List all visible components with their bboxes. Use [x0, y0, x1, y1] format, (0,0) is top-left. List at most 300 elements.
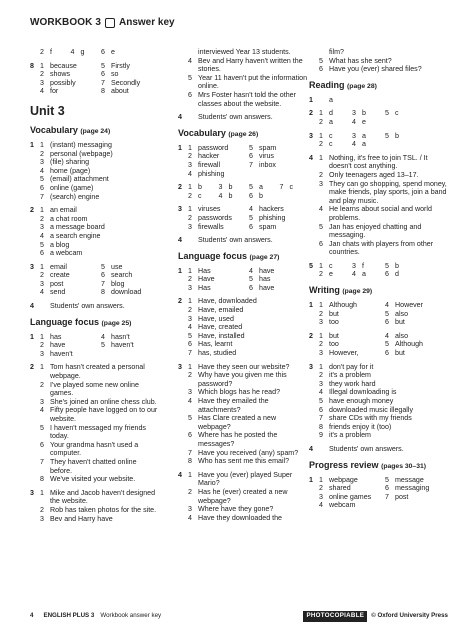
answer-item — [385, 476, 449, 485]
answer-item — [40, 158, 160, 167]
answer-number: 2 — [40, 271, 44, 280]
exercise — [178, 471, 308, 523]
exercise — [178, 297, 308, 357]
answer-text: She's joined an online chess club. — [50, 397, 157, 406]
answer-item — [319, 431, 449, 440]
answer-number: 7 — [40, 457, 44, 466]
answer-item — [188, 431, 308, 448]
answer-number — [418, 140, 428, 149]
answer-text — [428, 140, 449, 149]
answer-item — [319, 301, 383, 310]
answer-number: 8 — [40, 475, 44, 484]
answer-item — [249, 161, 308, 170]
answer-number: 3 — [352, 109, 356, 118]
exercise-items — [40, 333, 160, 359]
answer-text: a webcam — [50, 249, 83, 258]
answer-text: messaging — [395, 484, 430, 493]
answer-item — [418, 132, 449, 141]
answer-text — [428, 109, 449, 118]
answer-text: too — [329, 318, 339, 327]
answer-text: (instant) messaging — [50, 140, 112, 149]
answer-item — [319, 318, 383, 327]
answer-item — [319, 349, 383, 358]
answer-item — [418, 270, 449, 279]
section-page: (page 28) — [347, 82, 377, 90]
answer-text: because — [50, 61, 77, 70]
answer-text: post — [395, 492, 409, 501]
answer-text: Where has he posted the messages? — [198, 431, 278, 448]
answer-number: 6 — [188, 340, 192, 349]
answer-item — [385, 349, 449, 358]
answer-item — [319, 180, 449, 206]
answer-item — [319, 501, 383, 510]
answer-item — [188, 192, 217, 201]
answer-item — [319, 240, 449, 257]
answer-text: We've visited your website. — [50, 475, 136, 484]
exercise-items — [40, 206, 160, 258]
answer-number: 5 — [40, 423, 44, 432]
answer-item — [188, 297, 308, 306]
answer-number: 1 — [188, 362, 192, 371]
answer-text: also — [395, 331, 409, 340]
answer-text: friends enjoy it (too) — [329, 422, 392, 431]
answer-item — [319, 96, 449, 105]
answer-number: 8 — [101, 87, 105, 96]
exercise-number: 1 — [178, 266, 182, 275]
answer-number: 2 — [319, 270, 323, 279]
answer-item — [418, 262, 449, 271]
answer-item — [188, 205, 247, 214]
answer-item — [319, 48, 449, 57]
exercise-items — [188, 297, 308, 357]
column-1 — [30, 48, 160, 528]
exercise-number: 4 — [309, 153, 313, 162]
answer-number: 3 — [40, 158, 44, 167]
answer-item — [40, 363, 160, 380]
answer-text: Mike and Jacob haven't designed the website. — [50, 488, 156, 506]
answer-number: 5 — [319, 222, 323, 231]
answer-text: c — [329, 131, 333, 140]
answer-number: 4 — [352, 117, 356, 126]
answer-text: hasn't — [111, 332, 130, 341]
answer-item — [249, 205, 308, 214]
section-page: (page 27) — [249, 253, 280, 261]
exercise-number: 1 — [309, 95, 313, 104]
answer-item — [188, 214, 247, 223]
answer-number: 5 — [319, 56, 323, 65]
answer-text: Why have you given me this password? — [198, 371, 287, 388]
answer-text: so — [111, 70, 119, 79]
answer-text: a — [329, 117, 333, 126]
answer-text: Have they downloaded the — [198, 513, 283, 522]
answer-text: have — [50, 341, 66, 350]
exercise-number — [178, 48, 188, 108]
answer-text: Year 11 haven't put the information online. — [198, 73, 308, 91]
answer-text: Bev and Harry haven't written the stories. — [198, 56, 303, 74]
exercise-number: 8 — [30, 61, 34, 70]
exercise-items — [188, 205, 308, 231]
answer-text: a — [362, 270, 366, 279]
answer-text — [428, 118, 449, 127]
exercise — [30, 62, 160, 96]
exercise-number: 4 — [178, 236, 182, 245]
answer-item — [188, 414, 308, 431]
answer-number: 7 — [188, 349, 192, 358]
answer-number: 4 — [40, 288, 44, 297]
answer-text: Tom hasn't created a personal webpage. — [50, 363, 145, 381]
answer-item — [188, 267, 247, 276]
answer-text: haven't — [111, 341, 134, 350]
answer-item — [188, 152, 247, 161]
answer-text: but — [395, 318, 405, 327]
answer-item — [249, 275, 308, 284]
answer-text: Nothing, it's free to join TSL. / It doesn't cost anything. — [329, 153, 428, 171]
exercise-number — [309, 48, 319, 74]
answer-text — [111, 350, 160, 359]
answer-item — [40, 70, 99, 79]
section-title: Vocabulary — [30, 124, 78, 135]
exercise-number: 3 — [30, 262, 34, 271]
answer-text: an email — [50, 206, 77, 215]
answer-item — [101, 48, 130, 57]
answer-item — [188, 306, 308, 315]
exercise — [178, 113, 308, 122]
answer-text: hacker — [198, 152, 220, 161]
answer-text: Has he (ever) created a new webpage? — [198, 487, 288, 505]
answer-item — [188, 315, 308, 324]
answer-item — [319, 332, 383, 341]
answer-text: I've played some new online games. — [50, 380, 139, 398]
answer-number: 6 — [40, 249, 44, 258]
page-number: 4 — [30, 612, 34, 619]
answer-number: 6 — [385, 318, 389, 327]
answer-text: c — [395, 109, 399, 118]
answer-text: for — [50, 87, 59, 96]
answer-number: 5 — [385, 261, 389, 270]
answer-item — [40, 515, 160, 524]
answer-text: have — [259, 266, 275, 275]
exercise-items — [188, 267, 308, 293]
answer-number: 5 — [385, 131, 389, 140]
answer-item — [40, 271, 99, 280]
answer-number: 6 — [101, 48, 105, 56]
answer-number: 1 — [188, 183, 192, 192]
exercise-number: 2 — [178, 183, 182, 192]
answer-item — [319, 406, 449, 415]
answer-text: haven't — [50, 349, 73, 358]
answer-item — [385, 493, 449, 502]
answer-text: but — [329, 309, 339, 318]
answer-text: What has she sent? — [329, 56, 392, 65]
answer-text: downloaded music illegally — [329, 405, 413, 414]
answer-number: 3 — [352, 131, 356, 140]
answer-text: I haven't messaged my friends today. — [50, 423, 146, 441]
answer-number: 6 — [188, 90, 192, 99]
exercise — [30, 141, 160, 201]
answer-number: 2 — [319, 371, 323, 380]
answer-number: 1 — [188, 297, 192, 306]
answer-item — [188, 449, 308, 458]
answer-item — [188, 113, 308, 122]
answer-item — [40, 489, 160, 506]
answer-number: 3 — [352, 261, 356, 270]
answer-number: 3 — [218, 183, 223, 192]
answer-item — [319, 340, 383, 349]
answer-number: 3 — [188, 388, 192, 397]
answer-text: Have, emailed — [198, 306, 244, 315]
answer-item — [188, 91, 308, 108]
answer-item — [319, 380, 449, 389]
answer-text: use — [111, 262, 123, 271]
answer-item — [101, 70, 160, 79]
answer-text: online games — [329, 492, 372, 501]
answer-item — [249, 144, 308, 153]
section-heading — [309, 80, 449, 92]
answer-number — [418, 262, 428, 271]
section-title: Writing — [309, 285, 340, 296]
answer-number: 4 — [188, 169, 192, 178]
answer-item — [385, 109, 416, 118]
answer-item — [40, 475, 160, 484]
exercise-number: 1 — [30, 140, 34, 149]
answer-text: (search) engine — [50, 192, 100, 201]
answer-item — [319, 388, 449, 397]
answer-item — [319, 445, 449, 454]
answer-number: 5 — [385, 109, 389, 118]
answer-number — [249, 170, 259, 179]
exercise — [309, 363, 449, 440]
answer-number: 5 — [319, 397, 323, 405]
exercise-items — [319, 262, 449, 279]
answer-item — [40, 288, 99, 297]
exercise-items — [40, 263, 160, 297]
answer-text: e — [329, 270, 333, 279]
exercise-number: 4 — [309, 444, 313, 453]
exercise — [178, 205, 308, 231]
exercise-items — [319, 109, 449, 126]
exercise-number: 2 — [309, 109, 313, 118]
answer-item — [40, 175, 160, 184]
answer-number: 5 — [385, 309, 389, 318]
answer-item — [40, 341, 99, 350]
exercise — [30, 333, 160, 359]
answer-item — [319, 140, 350, 149]
answer-text: a blog — [50, 240, 70, 249]
answer-text: Although — [329, 301, 358, 310]
exercise-items — [40, 363, 160, 483]
answer-number: 2 — [40, 70, 44, 79]
answer-item — [319, 423, 449, 432]
answer-text: Have they emailed the attachments? — [198, 397, 269, 414]
exercise-number: 3 — [178, 362, 182, 371]
answer-item — [40, 87, 99, 96]
answer-text: Has Clare created a new webpage? — [198, 414, 277, 431]
answer-number: 6 — [40, 183, 44, 192]
answer-item — [249, 223, 308, 232]
answer-number — [319, 96, 329, 105]
answer-text: Jan has enjoyed chatting and messaging. — [329, 222, 422, 240]
answer-item — [385, 140, 416, 149]
answer-number: 7 — [249, 160, 253, 169]
answer-item — [319, 57, 449, 66]
answer-text: firewalls — [198, 222, 224, 231]
answer-number: 4 — [40, 406, 44, 415]
answer-text: Rob has taken photos for the site. — [50, 505, 157, 514]
answer-text: f — [50, 48, 52, 56]
section-title: Language focus — [178, 250, 248, 261]
answer-text: Have, downloaded — [198, 297, 257, 306]
answer-item — [40, 249, 160, 258]
answer-number: 1 — [319, 261, 323, 270]
answer-text: hackers — [259, 205, 284, 214]
answer-item — [101, 263, 160, 272]
answer-text: share CDs with my friends — [329, 414, 412, 423]
answer-text — [428, 270, 449, 279]
answer-number: 6 — [385, 349, 389, 358]
answer-text: phishing — [259, 213, 286, 222]
answer-text: Have — [198, 275, 215, 284]
exercise-number: 1 — [309, 475, 313, 484]
exercise-items — [319, 154, 449, 257]
answer-number: 3 — [319, 379, 323, 388]
answer-text: a — [362, 140, 366, 149]
answer-number: 4 — [188, 513, 192, 522]
answer-item — [40, 506, 160, 515]
answer-number: 4 — [188, 323, 192, 332]
answer-number — [385, 118, 395, 127]
answer-item — [385, 270, 416, 279]
exercise-items — [188, 48, 308, 108]
answer-number: 6 — [249, 191, 253, 200]
answer-item — [352, 132, 383, 141]
answer-text: it's a problem — [329, 431, 371, 440]
answer-item — [101, 350, 160, 359]
answer-text: they work hard — [329, 379, 376, 388]
answer-text: post — [50, 279, 64, 288]
answer-number — [418, 118, 428, 127]
answer-number: 4 — [385, 301, 389, 310]
answer-item — [188, 284, 247, 293]
exercise-items — [319, 96, 449, 105]
answer-item — [101, 341, 160, 350]
answer-text: c — [329, 140, 333, 149]
answer-item — [101, 271, 160, 280]
answer-item — [319, 414, 449, 423]
answer-text: Secondly — [111, 78, 141, 87]
answer-item — [418, 118, 449, 127]
exercise-number: 4 — [178, 470, 182, 479]
answer-text: Students' own answers. — [198, 113, 273, 122]
answer-item — [385, 484, 449, 493]
answer-number: 6 — [101, 271, 105, 280]
answer-item — [188, 514, 308, 523]
answer-text: However, — [329, 349, 359, 358]
section-heading — [30, 125, 160, 137]
exercise — [30, 48, 160, 57]
answer-item — [385, 340, 449, 349]
answer-item — [319, 171, 449, 180]
answer-item — [188, 471, 308, 488]
answer-number — [418, 132, 428, 141]
answer-item — [188, 397, 308, 414]
answer-text: online (game) — [50, 183, 94, 192]
answer-item — [188, 74, 308, 91]
answer-number: 5 — [188, 73, 192, 82]
exercise-number: 3 — [178, 205, 182, 214]
answer-item — [40, 350, 99, 359]
answer-item — [385, 318, 449, 327]
answer-text: Has — [198, 266, 211, 275]
answer-number: 4 — [218, 191, 223, 200]
answer-number: 1 — [319, 131, 323, 140]
answer-number: 1 — [40, 488, 44, 497]
answer-item — [188, 48, 308, 57]
answer-number — [418, 270, 428, 279]
exercise — [309, 476, 449, 510]
answer-text: They can go shopping, spend money, make friends, play sports, join a band and play music. — [329, 179, 447, 205]
answer-number: 1 — [319, 331, 323, 340]
section-heading — [178, 128, 308, 140]
answer-item — [40, 223, 160, 232]
answer-item — [40, 62, 99, 71]
answer-item — [188, 371, 308, 388]
answer-item — [101, 62, 160, 71]
answer-text: b — [198, 183, 202, 192]
answer-text: inbox — [259, 160, 276, 169]
answer-number: 6 — [249, 222, 253, 231]
exercise-number: 2 — [30, 206, 34, 215]
answer-item — [188, 236, 308, 245]
answer-number: 1 — [319, 109, 323, 118]
answer-item — [188, 323, 308, 332]
answer-text: shared — [329, 484, 351, 493]
answer-item — [249, 267, 308, 276]
answer-number: 6 — [385, 484, 389, 493]
answer-number: 2 — [319, 140, 323, 149]
exercise-number: 2 — [30, 363, 34, 372]
answer-item — [40, 458, 160, 475]
section-heading — [309, 460, 449, 472]
answer-text: possibly — [50, 78, 76, 87]
exercise — [30, 363, 160, 483]
answer-text: has — [259, 275, 271, 284]
exercise-items — [319, 476, 449, 510]
answer-number: 4 — [249, 205, 253, 214]
answer-item — [319, 476, 383, 485]
answer-number: 7 — [319, 414, 323, 423]
answer-number: 6 — [319, 65, 323, 74]
answer-item — [188, 332, 308, 341]
answer-text: Bev and Harry have — [50, 514, 113, 523]
answer-number: 3 — [319, 318, 323, 327]
answer-text: about — [111, 87, 129, 96]
answer-number: 4 — [352, 270, 356, 279]
answer-number — [319, 445, 329, 454]
answer-item — [319, 109, 350, 118]
answer-number: 5 — [101, 61, 105, 70]
answer-number: 4 — [40, 87, 44, 96]
answer-item — [40, 206, 160, 215]
answer-text: blog — [111, 279, 125, 288]
section-heading — [178, 251, 308, 263]
answer-number — [188, 236, 198, 245]
answer-number: 5 — [188, 414, 192, 423]
column-2 — [178, 48, 308, 527]
answer-number: 2 — [188, 371, 192, 380]
answer-number: 4 — [40, 166, 44, 175]
answer-number: 4 — [188, 56, 192, 65]
answer-number: 5 — [249, 213, 253, 222]
